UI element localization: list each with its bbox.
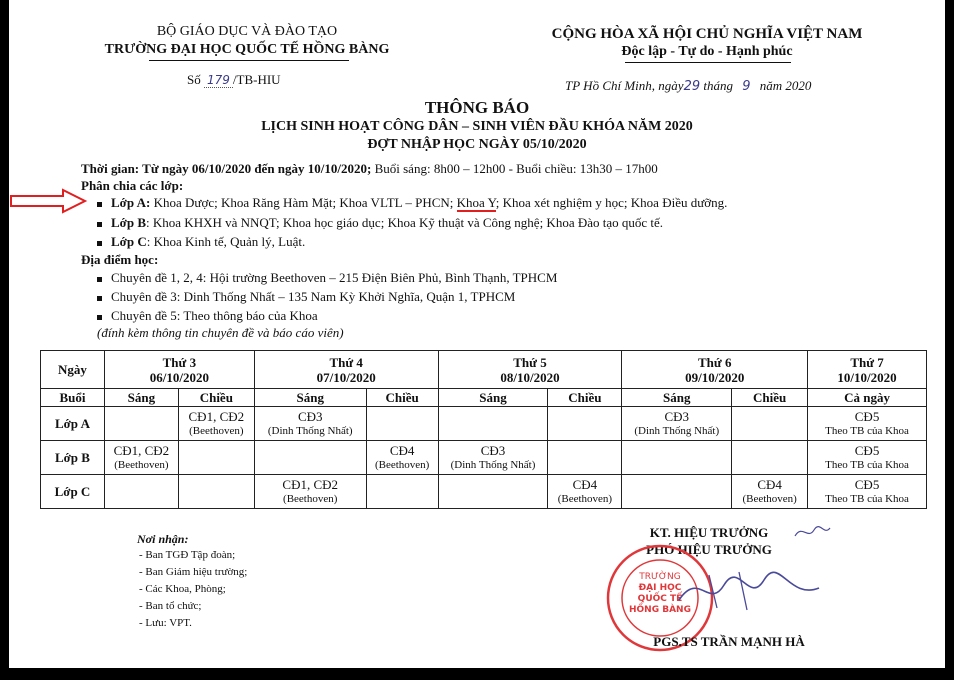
number-suffix: /TB-HIU bbox=[232, 72, 281, 87]
handwritten-signature-icon bbox=[669, 560, 829, 620]
cell-topic: CĐ1, CĐ2 bbox=[282, 476, 339, 492]
schedule-cell bbox=[732, 475, 808, 509]
recipient-item: - Lưu: VPT. bbox=[139, 617, 192, 629]
stamp-line: ĐẠI HỌC bbox=[638, 583, 682, 593]
day-name: Thứ 5 bbox=[513, 354, 547, 370]
schedule-cell bbox=[548, 475, 622, 509]
cell-venue: (Beethoven) bbox=[742, 492, 797, 505]
corner-top: Ngày bbox=[41, 351, 105, 389]
row-label: Lớp C bbox=[41, 475, 105, 509]
schedule-table bbox=[40, 350, 927, 509]
cell-venue: (Dinh Thống Nhất) bbox=[267, 424, 353, 437]
venue-text: Chuyên đề 1, 2, 4: Hội trường Beethoven – 215 Điện Biên Phủ, Bình Thạnh, TPHCM bbox=[111, 270, 558, 285]
group-b-text: : Khoa KHXH và NNQT; Khoa học giáo dục; Khoa Kỹ thuật và Công nghệ; Khoa Đào tạo quốc tế. bbox=[146, 215, 664, 230]
session-header: Chiều bbox=[178, 389, 254, 407]
group-a-text-after: ; Khoa xét nghiệm y học; Khoa Điều dưỡng. bbox=[495, 195, 728, 210]
time-label: Thời gian: Từ ngày 06/10/2020 đến ngày 10/10/2020; bbox=[81, 161, 372, 176]
recipient-item: - Ban tổ chức; bbox=[139, 600, 202, 612]
session-header: Sáng bbox=[254, 389, 366, 407]
cell-venue: Theo TB của Khoa bbox=[825, 424, 909, 437]
table-header-sessions bbox=[41, 389, 927, 407]
schedule-cell bbox=[622, 441, 732, 475]
motto: Độc lập - Tự do - Hạnh phúc bbox=[621, 44, 793, 59]
schedule-cell bbox=[438, 475, 548, 509]
schedule-cell bbox=[808, 475, 927, 509]
title-sub1: LỊCH SINH HOẠT CÔNG DÂN – SINH VIÊN ĐẦU KHÓA NĂM 2020 bbox=[261, 119, 693, 134]
country-name: CỘNG HÒA XÃ HỘI CHỦ NGHĨA VIỆT NAM bbox=[551, 26, 863, 42]
schedule-cell bbox=[622, 475, 732, 509]
table-row bbox=[41, 407, 927, 441]
number-prefix: Số bbox=[187, 72, 201, 87]
document-date bbox=[565, 78, 811, 94]
schedule-cell bbox=[438, 441, 548, 475]
schedule-cell bbox=[808, 441, 927, 475]
cell-venue: (Beethoven) bbox=[374, 458, 430, 471]
session-header: Sáng bbox=[438, 389, 548, 407]
group-c-label: Lớp C bbox=[111, 234, 147, 249]
date-month-label: tháng bbox=[703, 78, 733, 93]
day-name: Thứ 4 bbox=[329, 354, 363, 370]
day-date: 10/10/2020 bbox=[837, 369, 897, 385]
number-handwritten: 179 bbox=[204, 73, 233, 88]
date-day: 29 bbox=[683, 79, 701, 94]
schedule-cell bbox=[104, 475, 178, 509]
cell-venue: (Beethoven) bbox=[114, 458, 169, 471]
cell-topic: CĐ5 bbox=[854, 442, 880, 458]
row-label: Lớp A bbox=[41, 407, 105, 441]
cell-topic: CĐ3 bbox=[480, 442, 506, 458]
initial-scribble-icon bbox=[792, 522, 832, 542]
cell-venue: (Dinh Thống Nhất) bbox=[450, 458, 536, 471]
schedule-cell bbox=[732, 441, 808, 475]
session-header: Chiều bbox=[732, 389, 808, 407]
cell-topic: CĐ4 bbox=[757, 476, 782, 492]
group-c bbox=[97, 234, 305, 250]
signature-line2: PHÓ HIỆU TRƯỞNG bbox=[646, 542, 772, 557]
header-underline-right bbox=[625, 62, 791, 63]
corner-bottom: Buổi bbox=[41, 389, 105, 407]
venue-text: Chuyên đề 3: Dinh Thống Nhất – 135 Nam Kỳ Khởi Nghĩa, Quận 1, TPHCM bbox=[111, 289, 516, 304]
schedule-cell bbox=[366, 441, 438, 475]
day-header bbox=[622, 351, 808, 389]
row-label: Lớp B bbox=[41, 441, 105, 475]
schedule-cell bbox=[808, 407, 927, 441]
cell-venue: (Beethoven) bbox=[283, 492, 338, 505]
recipient-item: - Ban TGĐ Tập đoàn; bbox=[139, 549, 236, 561]
title-sub2: ĐỢT NHẬP HỌC NGÀY 05/10/2020 bbox=[367, 137, 587, 152]
session-header: Chiều bbox=[366, 389, 438, 407]
venues-label: Địa điểm học: bbox=[81, 252, 159, 267]
cell-venue: (Dinh Thống Nhất) bbox=[634, 424, 720, 437]
khoa-y-highlight: Khoa Y bbox=[456, 195, 496, 210]
groups-label: Phân chia các lớp: bbox=[81, 178, 184, 193]
schedule-cell bbox=[366, 407, 438, 441]
schedule-cell bbox=[366, 475, 438, 509]
red-arrow-icon bbox=[9, 188, 89, 214]
schedule-cell bbox=[548, 407, 622, 441]
date-prefix: TP Hồ Chí Minh, ngày bbox=[565, 78, 684, 93]
cell-topic: CĐ1, CĐ2 bbox=[188, 408, 245, 424]
schedule-cell bbox=[732, 407, 808, 441]
day-date: 07/10/2020 bbox=[316, 369, 376, 385]
day-header bbox=[808, 351, 927, 389]
session-header: Chiều bbox=[548, 389, 622, 407]
cell-venue: (Beethoven) bbox=[557, 492, 613, 505]
group-b bbox=[97, 215, 663, 231]
day-header bbox=[104, 351, 254, 389]
cell-topic: CĐ5 bbox=[854, 408, 880, 424]
schedule-cell bbox=[104, 407, 178, 441]
venue-text: Chuyên đề 5: Theo thông báo của Khoa bbox=[111, 308, 318, 323]
title-main: THÔNG BÁO bbox=[424, 98, 530, 117]
recipient-item: - Các Khoa, Phòng; bbox=[139, 583, 226, 595]
day-date: 06/10/2020 bbox=[149, 369, 209, 385]
date-year: năm 2020 bbox=[759, 78, 812, 93]
group-b-label: Lớp B bbox=[111, 215, 147, 230]
stamp-line: QUỐC TẾ bbox=[637, 594, 683, 604]
schedule-cell bbox=[438, 407, 548, 441]
recipients-label: Nơi nhận: bbox=[137, 532, 189, 546]
schedule-cell bbox=[178, 475, 254, 509]
university-name: TRƯỜNG ĐẠI HỌC QUỐC TẾ HỒNG BÀNG bbox=[104, 42, 390, 57]
schedule-cell bbox=[178, 407, 254, 441]
session-header: Cả ngày bbox=[808, 389, 927, 407]
group-c-text: : Khoa Kinh tế, Quản lý, Luật. bbox=[146, 234, 306, 249]
day-header bbox=[438, 351, 622, 389]
group-a-label: Lớp A: bbox=[111, 195, 151, 210]
cell-venue: Theo TB của Khoa bbox=[825, 492, 909, 505]
cell-topic: CĐ3 bbox=[297, 408, 323, 424]
day-name: Thứ 3 bbox=[162, 354, 197, 370]
recipient-item: - Ban Giám hiệu trường; bbox=[139, 566, 248, 578]
schedule-cell bbox=[254, 475, 366, 509]
document-page bbox=[9, 0, 945, 668]
table-row bbox=[41, 475, 927, 509]
group-a-text: Khoa Dược; Khoa Răng Hàm Mặt; Khoa VLTL – PHCN; bbox=[150, 195, 457, 210]
table-row bbox=[41, 441, 927, 475]
venue-item bbox=[97, 270, 557, 286]
ministry-name: BỘ GIÁO DỤC VÀ ĐÀO TẠO bbox=[156, 24, 338, 39]
schedule-cell bbox=[254, 441, 366, 475]
day-header bbox=[254, 351, 438, 389]
schedule-cell bbox=[254, 407, 366, 441]
recipients-list bbox=[139, 547, 247, 632]
session-header: Sáng bbox=[104, 389, 178, 407]
day-date: 08/10/2020 bbox=[500, 369, 560, 385]
stamp-line: TRƯỜNG bbox=[639, 572, 681, 582]
session-header: Sáng bbox=[622, 389, 732, 407]
stamp-line: HỒNG BÀNG bbox=[629, 605, 691, 615]
cell-venue: Theo TB của Khoa bbox=[825, 458, 909, 471]
venue-item bbox=[97, 308, 318, 324]
schedule-cell bbox=[104, 441, 178, 475]
cell-topic: CĐ4 bbox=[572, 476, 598, 492]
day-name: Thứ 6 bbox=[698, 354, 732, 370]
venue-item bbox=[97, 289, 515, 305]
document-number bbox=[187, 72, 281, 88]
signature-line1: KT. HIỆU TRƯỞNG bbox=[649, 525, 769, 540]
signatory-name: PGS.TS TRẦN MẠNH HÀ bbox=[653, 634, 805, 649]
table-header-days bbox=[41, 351, 927, 389]
date-month: 9 bbox=[742, 79, 751, 94]
cell-topic: CĐ1, CĐ2 bbox=[113, 442, 170, 458]
cell-topic: CĐ5 bbox=[854, 476, 880, 492]
day-date: 09/10/2020 bbox=[685, 369, 745, 385]
schedule-cell bbox=[178, 441, 254, 475]
schedule-cell bbox=[548, 441, 622, 475]
time-rest: Buổi sáng: 8h00 – 12h00 - Buổi chiều: 13h30 – 17h00 bbox=[371, 161, 658, 176]
cell-topic: CĐ3 bbox=[664, 408, 690, 424]
cell-venue: (Beethoven) bbox=[189, 424, 244, 437]
schedule-cell bbox=[622, 407, 732, 441]
cell-topic: CĐ4 bbox=[389, 442, 415, 458]
header-underline-left bbox=[149, 60, 349, 61]
day-name: Thứ 7 bbox=[850, 354, 884, 370]
group-a bbox=[97, 195, 727, 211]
time-line bbox=[81, 161, 658, 177]
venue-note: (đính kèm thông tin chuyên đề và báo cáo viên) bbox=[97, 325, 344, 340]
